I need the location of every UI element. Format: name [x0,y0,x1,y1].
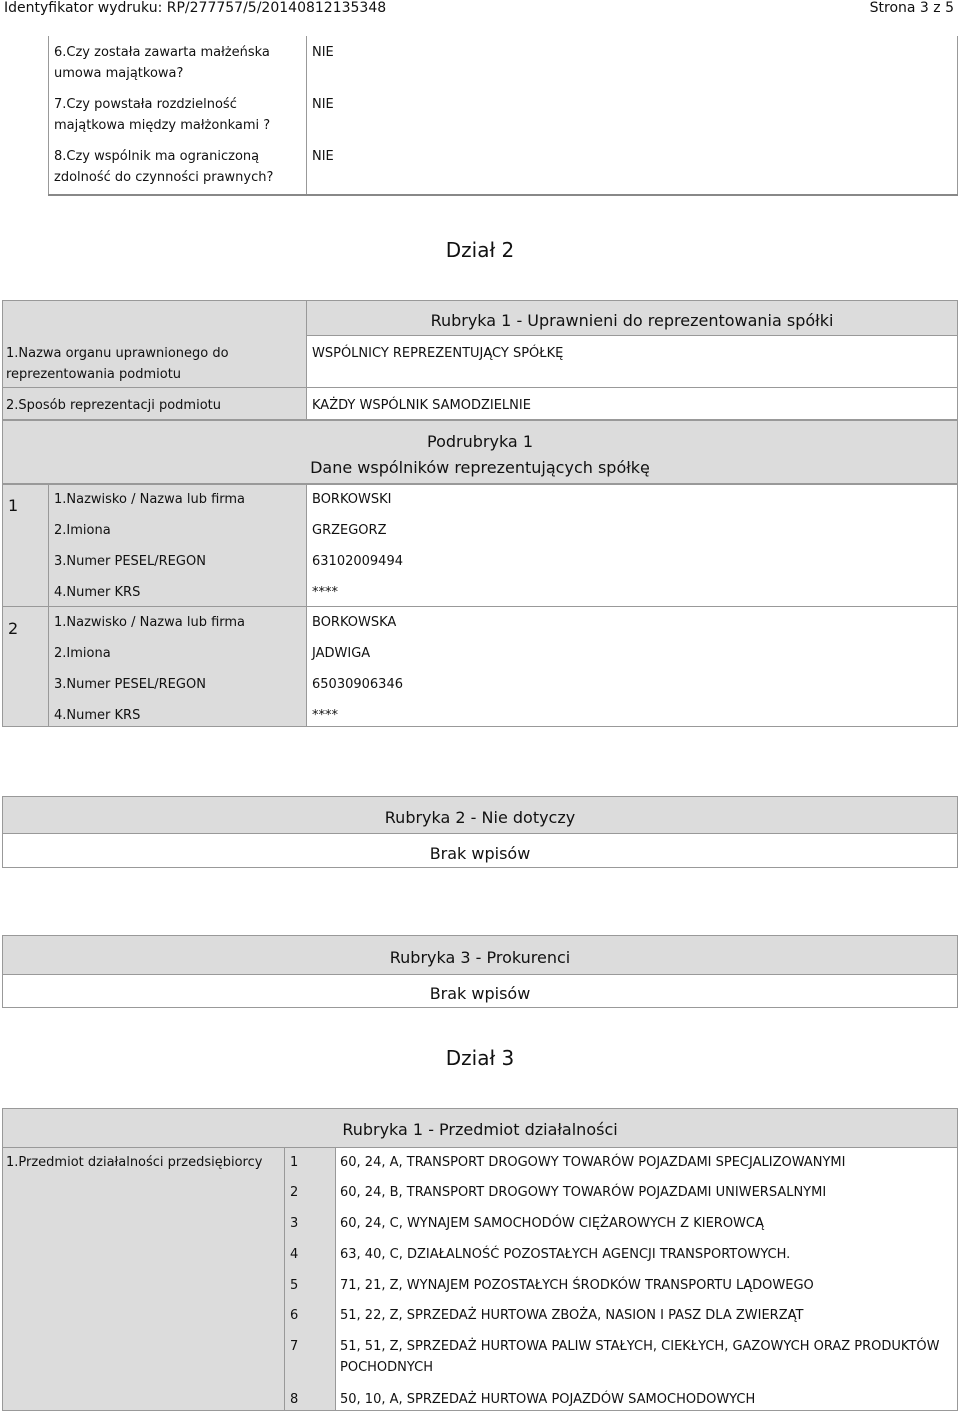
row-7-value: NIE [312,97,334,112]
entry-1-nazwisko-value: BORKOWSKI [312,492,392,507]
entry-1-imiona-value: GRZEGORZ [312,523,387,538]
podrubryka-title: Podrubryka 1 [427,432,533,451]
rubryka2-title: Rubryka 2 - Nie dotyczy [384,808,576,827]
dzial3-rubryka1-title: Rubryka 1 - Przedmiot działalności [342,1120,618,1139]
przedmiot-item-4-text: 63, 40, C, DZIAŁALNOŚĆ POZOSTAŁYCH AGENCJI TRANSPORTOWYCH. [340,1247,791,1262]
entry-2-krs-value: **** [312,708,338,723]
podrubryka-subtitle: Dane wspólników reprezentujących spółkę [310,458,650,477]
entry-2-krs-label: 4.Numer KRS [54,708,141,723]
entry-1-pesel-label: 3.Numer PESEL/REGON [54,554,206,569]
przedmiot-item-8-num: 8 [290,1392,299,1407]
entry-1-number: 1 [8,496,19,515]
entry-2-pesel-value: 65030906346 [312,677,403,692]
entry-2-imiona-label: 2.Imiona [54,646,111,661]
rubryka3-empty: Brak wpisów [429,984,531,1003]
print-identifier: Identyfikator wydruku: RP/277757/5/20140812135348 [4,0,387,16]
entry-1-imiona-label: 2.Imiona [54,523,111,538]
print-header [0,0,960,16]
rubryka1-title: Rubryka 1 - Uprawnieni do reprezentowania spółki [430,311,834,330]
section-title-dzial3: Dział 3 [445,1046,515,1070]
entry-2-imiona-value: JADWIGA [312,646,371,661]
entry-1-pesel-value: 63102009494 [312,554,403,569]
entry-2-pesel-label: 3.Numer PESEL/REGON [54,677,206,692]
przedmiot-item-8-text: 50, 10, A, SPRZEDAŻ HURTOWA POJAZDÓW SAMOCHODOWYCH [340,1392,756,1407]
organ-value: WSPÓLNICY REPREZENTUJĄCY SPÓŁKĘ [312,346,564,361]
row-8-label: 8.Czy wspólnik ma ograniczoną zdolność do czynności prawnych? [54,149,274,185]
przedmiot-item-6-num: 6 [290,1308,299,1323]
entry-2-nazwisko-value: BORKOWSKA [312,615,397,630]
sposob-value: KAŻDY WSPÓLNIK SAMODZIELNIE [312,398,531,413]
row-6-label: 6.Czy została zawarta małżeńska umowa majątkowa? [54,45,270,81]
przedmiot-item-5-num: 5 [290,1278,299,1293]
przedmiot-label: 1.Przedmiot działalności przedsiębiorcy [6,1155,263,1170]
rubryka3-title: Rubryka 3 - Prokurenci [389,948,571,967]
przedmiot-item-1-num: 1 [290,1155,299,1170]
przedmiot-item-4-num: 4 [290,1247,299,1262]
przedmiot-item-3-text: 60, 24, C, WYNAJEM SAMOCHODÓW CIĘŻAROWYCH Z KIEROWCĄ [340,1216,764,1231]
entry-2-number: 2 [8,619,19,638]
przedmiot-item-1-text: 60, 24, A, TRANSPORT DROGOWY TOWARÓW POJAZDAMI SPECJALIZOWANYMI [340,1155,846,1170]
przedmiot-label-column [2,1147,285,1411]
organ-label: 1.Nazwa organu uprawnionego do reprezentowania podmiotu [6,346,229,382]
sposob-label: 2.Sposób reprezentacji podmiotu [6,398,221,413]
rubryka2-empty: Brak wpisów [429,844,531,863]
przedmiot-item-2-num: 2 [290,1185,299,1200]
przedmiot-item-7-num: 7 [290,1339,299,1354]
entry-1-krs-label: 4.Numer KRS [54,585,141,600]
entry-1-krs-value: **** [312,585,338,600]
przedmiot-item-7-text: 51, 51, Z, SPRZEDAŻ HURTOWA PALIW STAŁYCH, CIEKŁYCH, GAZOWYCH ORAZ PRODUKTÓW POCHODNYCH [340,1339,940,1375]
entry-1-nazwisko-label: 1.Nazwisko / Nazwa lub firma [54,492,246,507]
przedmiot-item-5-text: 71, 21, Z, WYNAJEM POZOSTAŁYCH ŚRODKÓW TRANSPORTU LĄDOWEGO [340,1278,814,1293]
row-7-label: 7.Czy powstała rozdzielność majątkowa między małżonkami ? [54,97,271,133]
entry-2-nazwisko-label: 1.Nazwisko / Nazwa lub firma [54,615,246,630]
przedmiot-item-6-text: 51, 22, Z, SPRZEDAŻ HURTOWA ZBOŻA, NASION I PASZ DLA ZWIERZĄT [340,1308,804,1323]
page-number: Strona 3 z 5 [869,0,954,16]
section-title-dzial2: Dział 2 [445,238,515,262]
row-8-value: NIE [312,149,334,164]
row-6-value: NIE [312,45,334,60]
przedmiot-item-2-text: 60, 24, B, TRANSPORT DROGOWY TOWARÓW POJAZDAMI UNIWERSALNYMI [340,1185,827,1200]
przedmiot-item-3-num: 3 [290,1216,299,1231]
